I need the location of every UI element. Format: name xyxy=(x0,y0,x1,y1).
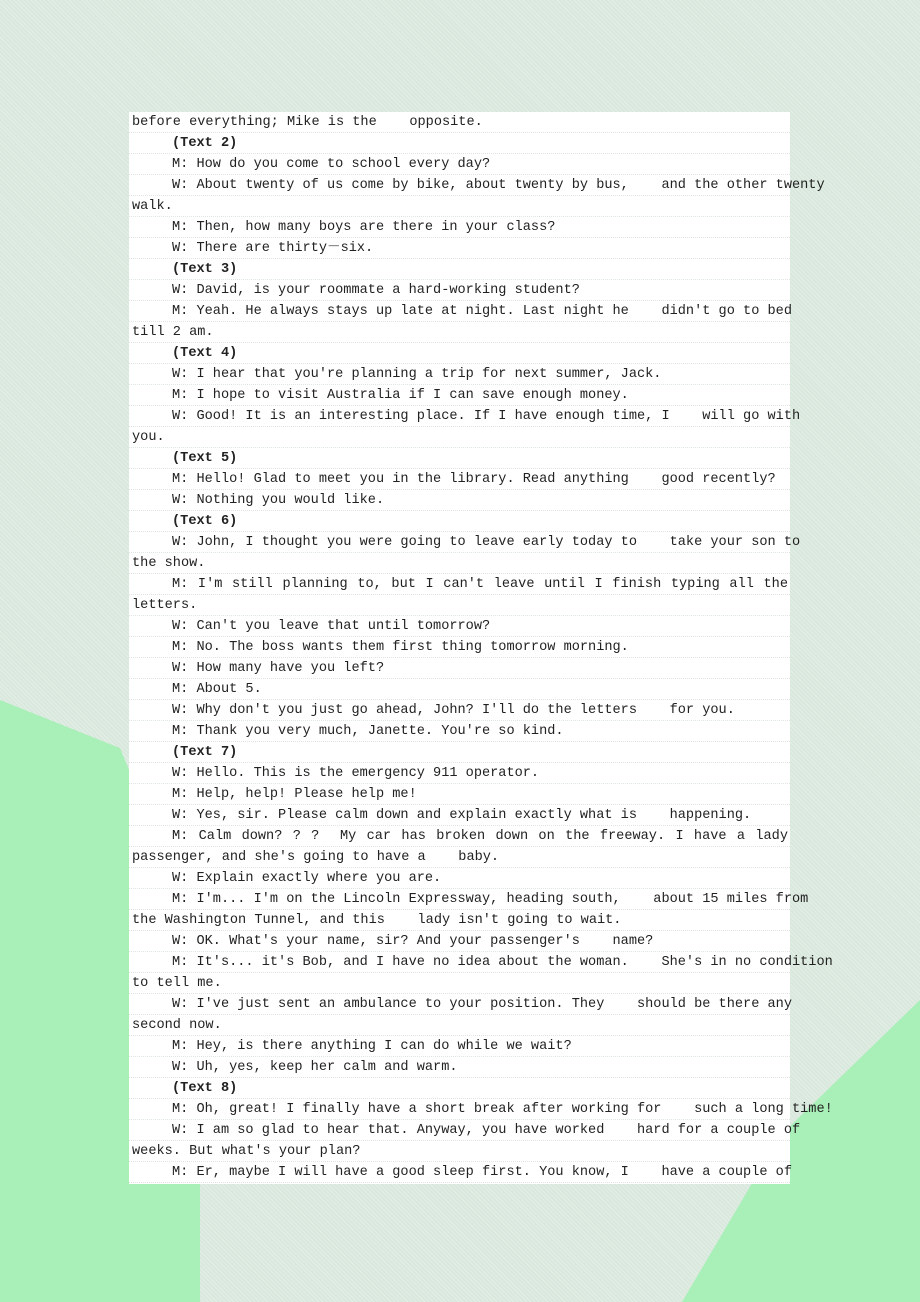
text-line: walk. xyxy=(129,196,790,217)
text-line: M: It's... it's Bob, and I have no idea about the woman. She's in no condition xyxy=(129,952,790,973)
text-line: W: Explain exactly where you are. xyxy=(129,868,790,889)
section-heading: (Text 5) xyxy=(129,448,790,469)
text-line: letters. xyxy=(129,595,790,616)
text-line: W: Nothing you would like. xyxy=(129,490,790,511)
text-line: M: Then, how many boys are there in your class? xyxy=(129,217,790,238)
text-line: before everything; Mike is the opposite. xyxy=(129,112,790,133)
text-line: M: Yeah. He always stays up late at night. Last night he didn't go to bed xyxy=(129,301,790,322)
text-line: M: Oh, great! I finally have a short break after working for such a long time! xyxy=(129,1099,790,1120)
text-line: W: John, I thought you were going to leave early today to take your son to xyxy=(129,532,790,553)
text-line: W: About twenty of us come by bike, about twenty by bus, and the other twenty xyxy=(129,175,790,196)
text-line: W: Yes, sir. Please calm down and explain exactly what is happening. xyxy=(129,805,790,826)
text-line: second now. xyxy=(129,1015,790,1036)
text-line: you. xyxy=(129,427,790,448)
text-line: M: I'm... I'm on the Lincoln Expressway, heading south, about 15 miles from xyxy=(129,889,790,910)
text-line: W: Hello. This is the emergency 911 operator. xyxy=(129,763,790,784)
text-line: M: About 5. xyxy=(129,679,790,700)
section-heading: (Text 2) xyxy=(129,133,790,154)
text-line: till 2 am. xyxy=(129,322,790,343)
text-line: M: Calm down? ? ? My car has broken down on the freeway. I have a lady xyxy=(129,826,790,847)
text-line: M: Hello! Glad to meet you in the library. Read anything good recently? xyxy=(129,469,790,490)
text-line: W: I hear that you're planning a trip for next summer, Jack. xyxy=(129,364,790,385)
text-line: M: I hope to visit Australia if I can save enough money. xyxy=(129,385,790,406)
text-line: the show. xyxy=(129,553,790,574)
text-line: W: How many have you left? xyxy=(129,658,790,679)
text-line: M: No. The boss wants them first thing tomorrow morning. xyxy=(129,637,790,658)
text-line: W: Good! It is an interesting place. If I have enough time, I will go with xyxy=(129,406,790,427)
section-heading: (Text 4) xyxy=(129,343,790,364)
section-heading: (Text 3) xyxy=(129,259,790,280)
text-line: M: I'm still planning to, but I can't leave until I finish typing all the xyxy=(129,574,790,595)
text-line: W: Uh, yes, keep her calm and warm. xyxy=(129,1057,790,1078)
document-page xyxy=(129,112,833,1184)
text-line: the Washington Tunnel, and this lady isn't going to wait. xyxy=(129,910,790,931)
text-line: passenger, and she's going to have a baby. xyxy=(129,847,790,868)
text-line: to tell me. xyxy=(129,973,790,994)
text-line: weeks. But what's your plan? xyxy=(129,1141,790,1162)
text-line: M: Help, help! Please help me! xyxy=(129,784,790,805)
text-line: M: Er, maybe I will have a good sleep first. You know, I have a couple of xyxy=(129,1162,790,1183)
text-line: M: Thank you very much, Janette. You're so kind. xyxy=(129,721,790,742)
section-heading: (Text 7) xyxy=(129,742,790,763)
section-heading: (Text 6) xyxy=(129,511,790,532)
text-line: M: Hey, is there anything I can do while we wait? xyxy=(129,1036,790,1057)
text-line: W: Why don't you just go ahead, John? I'll do the letters for you. xyxy=(129,700,790,721)
text-line: W: I've just sent an ambulance to your position. They should be there any xyxy=(129,994,790,1015)
text-line: W: OK. What's your name, sir? And your passenger's name? xyxy=(129,931,790,952)
text-line: W: David, is your roommate a hard-working student? xyxy=(129,280,790,301)
text-line: W: There are thirty－six. xyxy=(129,238,790,259)
text-line: W: I am so glad to hear that. Anyway, you have worked hard for a couple of xyxy=(129,1120,790,1141)
text-line: M: How do you come to school every day? xyxy=(129,154,790,175)
text-line: W: Can't you leave that until tomorrow? xyxy=(129,616,790,637)
section-heading: (Text 8) xyxy=(129,1078,790,1099)
